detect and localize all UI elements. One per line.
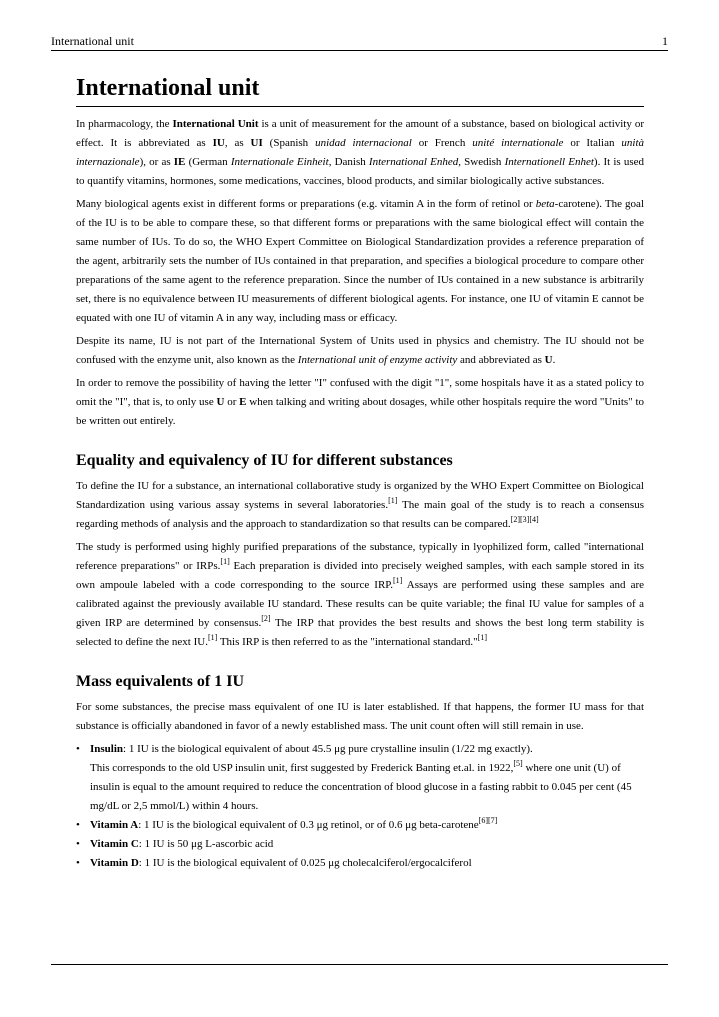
intro-paragraph-1 — [76, 115, 644, 191]
text-run: . — [552, 354, 556, 366]
footer-rule — [51, 964, 668, 965]
intro-paragraph-4 — [76, 374, 644, 431]
citation-ref: [1] — [477, 633, 487, 642]
section-heading-equality: Equality and equivalency of IU for different substances — [76, 452, 453, 469]
bold-text: U — [544, 354, 553, 366]
text-run: Each preparation is divided into precisely weighed samples, with each sample stored in its own ampoule labeled with a code corresponding to the source IRP. — [76, 560, 644, 591]
text-run: : 1 IU is the biological equivalent of about 45.5 μg pure crystalline insulin (1/22 mg exactly). — [123, 743, 533, 755]
text-run: or Italian — [563, 137, 622, 149]
list-item-vitamin-d — [76, 854, 644, 873]
text-run: is a unit of measurement for the amount of a substance, based on biological activity or effect. It is abbreviated as — [76, 118, 644, 149]
bold-text: IE — [173, 156, 186, 168]
bold-text: Insulin — [90, 743, 124, 755]
text-run: : 1 IU is the biological equivalent of 0.3 μg retinol, or of 0.6 μg beta-carotene — [138, 819, 479, 831]
italic-text: unità internazionale — [76, 137, 645, 168]
list-item-text — [90, 816, 498, 831]
bold-text: U — [216, 396, 225, 408]
text-run: when talking and writing about dosages, while other hospitals require the word "Units" to be written out entirely. — [76, 396, 644, 427]
text-run: or French — [411, 137, 473, 149]
text-run: Many biological agents exist in different forms or preparations (e.g. vitamin A in the form of retinol or — [76, 198, 536, 210]
running-header-title: International unit — [51, 34, 134, 48]
text-run: Despite its name, IU is not part of the International System of Units used in physics and chemistry. The IU should not be confused with the enzyme unit, also known as the — [76, 335, 644, 366]
text-run: ), or as — [139, 156, 174, 168]
list-item-vitamin-a — [76, 816, 644, 835]
italic-text: beta — [535, 198, 555, 210]
bullet-icon: • — [76, 857, 80, 869]
text-run: This corresponds to the old USP insulin unit, first suggested by Frederick Banting et.al. in 1922, — [90, 762, 514, 774]
text-run: , Danish — [328, 156, 369, 168]
text-run: (Spanish — [262, 137, 316, 149]
bold-text: E — [239, 396, 247, 408]
running-header — [51, 34, 668, 51]
text-run: This IRP is then referred to as the "international standard." — [217, 636, 478, 648]
list-item-insulin — [76, 740, 644, 816]
page-number: 1 — [662, 34, 668, 48]
mass-paragraph-1 — [76, 698, 644, 736]
bold-text: IU — [212, 137, 225, 149]
text-run: (German — [185, 156, 231, 168]
citation-ref: [1] — [207, 633, 218, 642]
text-run: : 1 IU is 50 μg L-ascorbic acid — [138, 838, 274, 850]
text-run: The IRP that provides the best results and shows the best long term stability is selected to define the next IU. — [76, 617, 644, 648]
intro-paragraph-2 — [76, 195, 644, 328]
text-run: Assays are performed using these samples and are calibrated against the previously available IU standard. These results can be quite variable; the final IU value for samples of a given IRP are determined by consensus. — [76, 579, 644, 629]
bold-text: UI — [250, 137, 263, 149]
text-run: For some substances, the precise mass equivalent of one IU is later established. If that happens, the former IU mass for that substance is officially abandoned in favor of a newly established mass. The unit count often will still remain in use. — [76, 701, 644, 732]
article-body — [76, 72, 644, 873]
italic-text: Internationale Einheit — [230, 156, 329, 168]
citation-ref: [5] — [513, 759, 523, 768]
italic-text: unité internationale — [472, 137, 564, 149]
italic-text: unidad internacional — [315, 137, 412, 149]
article-title: International unit — [76, 72, 644, 107]
bold-text: Vitamin C — [90, 838, 139, 850]
mass-equivalents-list — [76, 740, 644, 873]
bold-text: Vitamin A — [90, 819, 139, 831]
citation-ref: [1] — [392, 576, 403, 585]
equality-paragraph-2 — [76, 538, 644, 652]
citation-ref: [6][7] — [478, 816, 498, 825]
text-run: ). It is used to quantify vitamins, hormones, some medications, vaccines, blood products, and similar biologically active substances. — [76, 156, 645, 187]
bullet-icon: • — [76, 819, 80, 831]
text-run: The main goal of the study is to reach a consensus regarding methods of analysis and the approach to standardization so that results can be compared. — [76, 499, 644, 530]
text-run: To define the IU for a substance, an international collaborative study is organized by the WHO Expert Committee on Biological Standardization using various assay systems in several laboratories. — [76, 480, 644, 511]
section-heading-mass-equivalents: Mass equivalents of 1 IU — [76, 673, 245, 690]
italic-text: Internationell Enhet — [504, 156, 594, 168]
text-run: and abbreviated as — [457, 354, 545, 366]
bold-text: International Unit — [172, 118, 259, 130]
citation-ref: [1] — [388, 496, 398, 505]
text-run: : 1 IU is the biological equivalent of 0.025 μg cholecalciferol/ergocalciferol — [138, 857, 472, 869]
citation-ref: [2][3][4] — [510, 515, 539, 524]
text-run: or — [224, 396, 240, 408]
italic-text: International Enhed — [368, 156, 459, 168]
text-run: In pharmacology, the — [76, 118, 173, 130]
text-run: In order to remove the possibility of having the letter "I" confused with the digit "1", some hospitals have it as a stated policy to omit the "I", that is, to only use — [76, 377, 644, 408]
text-run: , as — [224, 137, 251, 149]
italic-text: International unit of enzyme activity — [297, 354, 458, 366]
bullet-icon: • — [76, 838, 80, 850]
list-item-vitamin-c — [76, 835, 644, 854]
text-run: -carotene). The goal of the IU is to be able to compare these, so that different forms or preparations with the same biological effect will contain the same number of IUs. To do so, the WHO Expert Committee on Biological Standardization provides a reference preparation of the agent, arbitrarily sets the number of IUs contained in that preparation, and specifies a biological procedure to compare other preparations of the same agent to the reference preparation. Since the number of IUs contained in a new substance is arbitrarily set, there is no equivalence between IU measurements of different biological agents. For instance, one IU of vitamin E cannot be equated with one IU of vitamin A in any way, including mass or efficacy. — [76, 198, 645, 324]
text-run: where one unit (U) of insulin is equal to the amount required to reduce the concentration of blood glucose in a fasting rabbit to 0.045 per cent (45 mg/dL or 2,5 mmol/L) within 4 hours. — [90, 762, 632, 812]
text-run: , Swedish — [458, 156, 505, 168]
citation-ref: [2] — [261, 614, 271, 623]
list-item-text — [90, 743, 632, 812]
equality-paragraph-1 — [76, 477, 644, 534]
intro-paragraph-3 — [76, 332, 644, 370]
citation-ref: [1] — [220, 557, 230, 566]
list-item-text — [90, 838, 273, 850]
bullet-icon: • — [76, 743, 80, 755]
list-item-text — [90, 857, 472, 869]
bold-text: Vitamin D — [90, 857, 139, 869]
text-run: The study is performed using highly purified preparations of the substance, typically in lyophilized form, called "international reference preparations" or IRPs. — [76, 541, 644, 572]
